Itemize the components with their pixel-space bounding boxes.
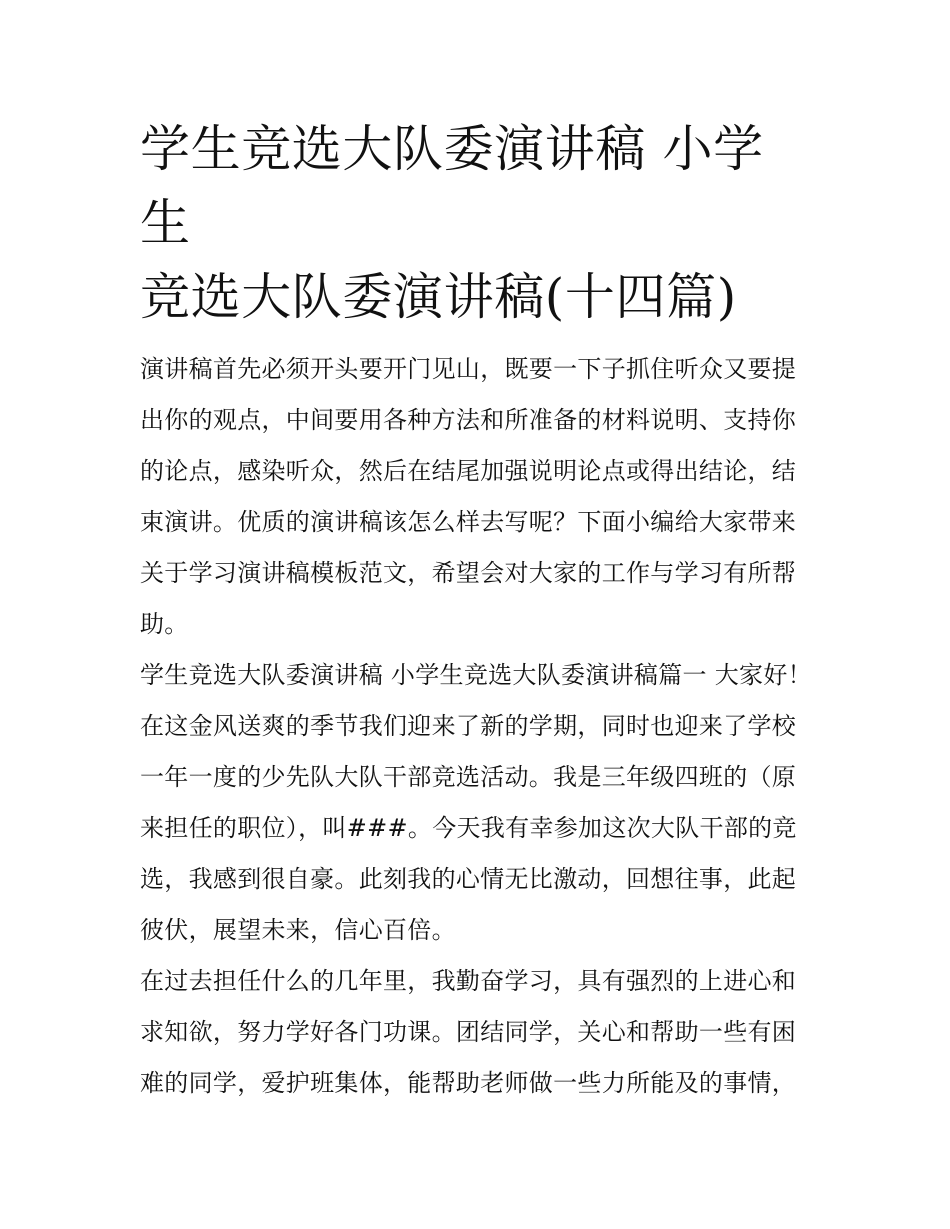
paragraph-season: 在这金风送爽的季节我们迎来了新的学期，同时也迎来了学校一年一度的少先队大队干部竞选活动。我是三年级四班的（原来担任的职位），叫###。今天我有幸参加这次大队干部的竞选，我感到很自豪。此刻我的心情无比激动，回想往事，此起彼伏，展望未来，信心百倍。 — [140, 712, 797, 944]
document-body — [140, 344, 812, 1109]
paragraph-speech-heading: 学生竞选大队委演讲稿 小学生竞选大队委演讲稿篇一 大家好！ — [140, 661, 812, 689]
title-line-2: 竞选大队委演讲稿(十四篇) — [140, 268, 737, 326]
title-line-1: 学生竞选大队委演讲稿 小学生 — [140, 120, 764, 252]
paragraph-intro: 演讲稿首先必须开头要开门见山，既要一下子抓住听众又要提出你的观点，中间要用各种方法和所准备的材料说明、支持你的论点，感染听众，然后在结尾加强说明论点或得出结论，结束演讲。优质的演讲稿该怎么样去写呢？下面小编给大家带来关于学习演讲稿模板范文，希望会对大家的工作与学习有所帮助。 — [140, 355, 797, 638]
document-content — [140, 112, 812, 1109]
document-title — [140, 112, 812, 334]
paragraph-past-experience: 在过去担任什么的几年里，我勤奋学习，具有强烈的上进心和求知欲，努力学好各门功课。团结同学，关心和帮助一些有困难的同学，爱护班集体，能帮助老师做一些力所能及的事情， — [140, 967, 797, 1097]
